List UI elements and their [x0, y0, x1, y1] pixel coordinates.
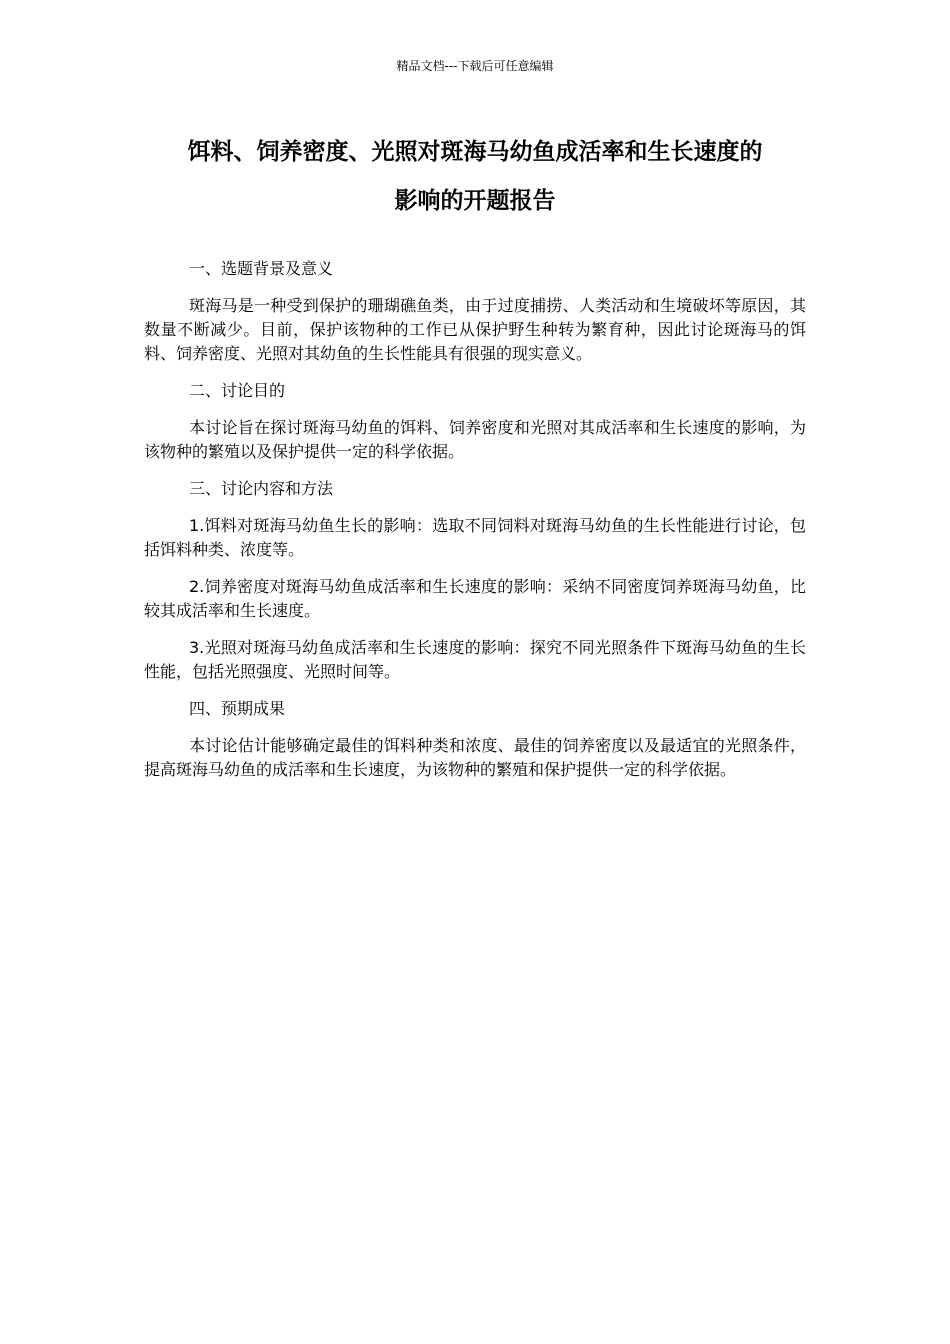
header-note: 精品文档---下载后可任意编辑 — [396, 59, 554, 73]
section-heading-background: 一、选题背景及意义 — [189, 259, 334, 278]
section-heading-outcomes: 四、预期成果 — [189, 699, 286, 718]
paragraph-method-light: 3.光照对斑海马幼鱼成活率和生长速度的影响：探究不同光照条件下斑海马幼鱼的生长性能，包括光照强度、光照时间等。 — [144, 638, 806, 681]
document-title — [145, 128, 805, 226]
section-heading-purpose: 二、讨论目的 — [189, 381, 286, 400]
paragraph-background: 斑海马是一种受到保护的珊瑚礁鱼类，由于过度捕捞、人类活动和生境破坏等原因，其数量不断减少。目前，保护该物种的工作已从保护野生种转为繁育种，因此讨论斑海马的饵料、饲养密度、光照对其幼鱼的生长性能具有很强的现实意义。 — [144, 296, 806, 363]
section-heading-methods: 三、讨论内容和方法 — [189, 479, 334, 498]
title-line-1: 饵料、饲养密度、光照对斑海马幼鱼成活率和生长速度的 — [187, 139, 763, 165]
title-line-2: 影响的开题报告 — [394, 188, 556, 214]
paragraph-method-feed: 1.饵料对斑海马幼鱼生长的影响：选取不同饲料对斑海马幼鱼的生长性能进行讨论，包括饵料种类、浓度等。 — [144, 516, 806, 559]
paragraph-method-density: 2.饲养密度对斑海马幼鱼成活率和生长速度的影响：采纳不同密度饲养斑海马幼鱼，比较其成活率和生长速度。 — [144, 577, 806, 620]
paragraph-purpose: 本讨论旨在探讨斑海马幼鱼的饵料、饲养密度和光照对其成活率和生长速度的影响，为该物种的繁殖以及保护提供一定的科学依据。 — [144, 418, 806, 461]
document-body — [144, 257, 806, 782]
paragraph-outcomes: 本讨论估计能够确定最佳的饵料种类和浓度、最佳的饲养密度以及最适宜的光照条件，提高斑海马幼鱼的成活率和生长速度，为该物种的繁殖和保护提供一定的科学依据。 — [144, 736, 806, 779]
